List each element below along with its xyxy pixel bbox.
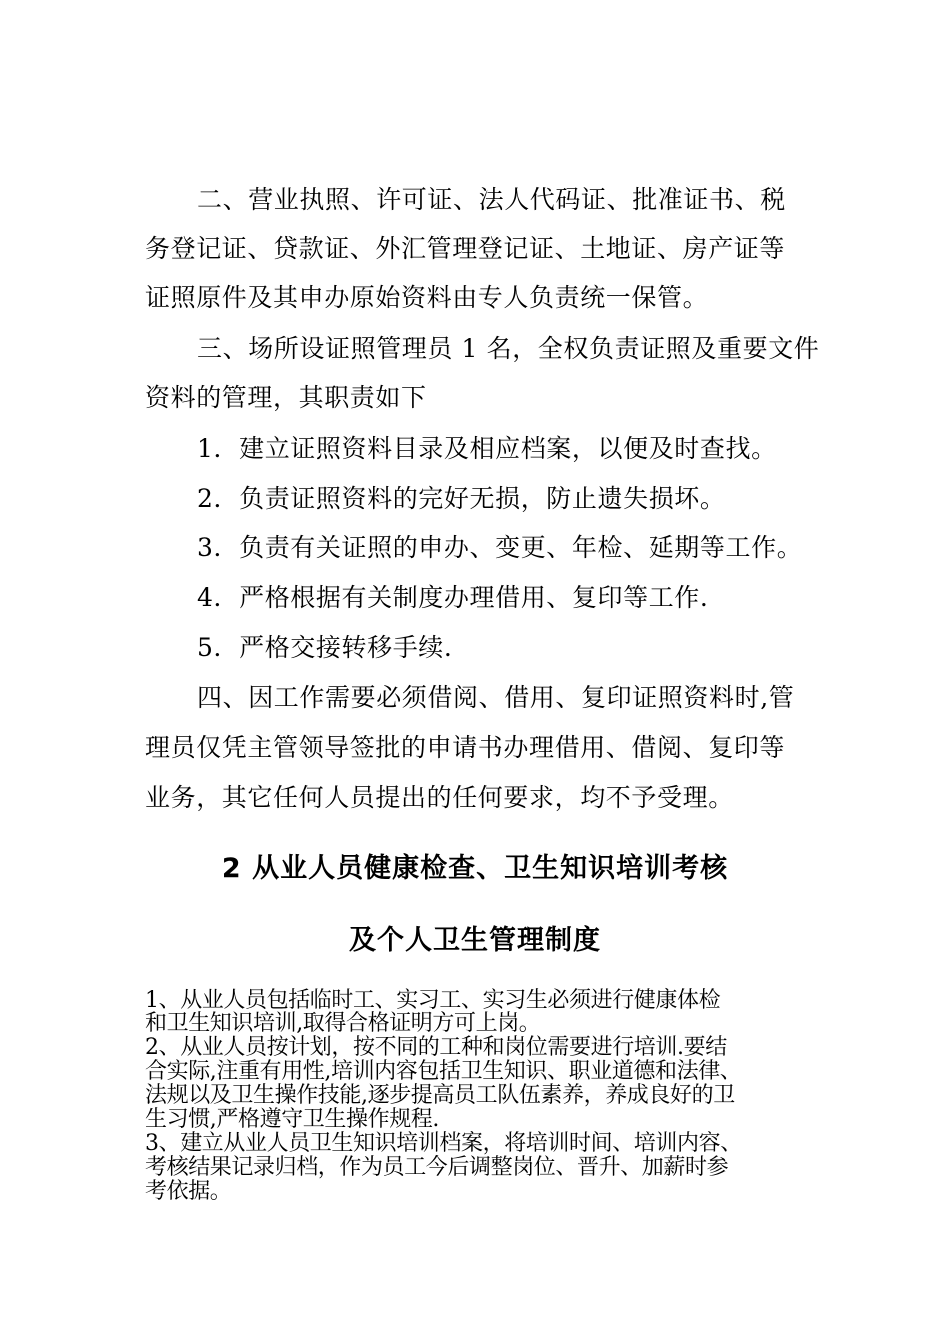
paragraph-4-line-1: 四、因工作需要必须借阅、借用、复印证照资料时,管 (197, 683, 795, 712)
section-2-text-line-4: 合实际,注重有用性,培训内容包括卫生知识、职业道德和法律、 (145, 1059, 742, 1084)
section-2-text-line-5: 法规以及卫生操作技能,逐步提高员工队伍素养，养成良好的卫 (145, 1083, 735, 1108)
paragraph-3-line-2: 资料的管理，其职责如下 (145, 383, 427, 412)
section-2-text-line-2: 和卫生知识培训,取得合格证明方可上岗。 (145, 1011, 541, 1036)
duty-item-1: 1．建立证照资料目录及相应档案，以便及时查找。 (197, 434, 777, 463)
section-2-title-line-2: 及个人卫生管理制度 (349, 925, 601, 956)
paragraph-4-line-2: 理员仅凭主管领导签批的申请书办理借用、借阅、复印等 (145, 733, 786, 762)
section-2-text-line-1: 1、从业人员包括临时工、实习工、实习生必须进行健康体检 (145, 988, 721, 1013)
paragraph-2-line-3: 证照原件及其申办原始资料由专人负责统一保管。 (145, 283, 709, 312)
duty-item-5: 5．严格交接转移手续. (197, 633, 453, 662)
section-2-text-line-3: 2、从业人员按计划，按不同的工种和岗位需要进行培训.要结 (145, 1035, 727, 1060)
section-2-text-line-8: 考核结果记录归档，作为员工今后调整岗位、晋升、加薪时参 (145, 1155, 729, 1180)
paragraph-2-line-2: 务登记证、贷款证、外汇管理登记证、土地证、房产证等 (145, 234, 786, 263)
duty-item-3: 3．负责有关证照的申办、变更、年检、延期等工作。 (197, 533, 803, 562)
section-2-text-line-9: 考依据。 (145, 1179, 232, 1204)
duty-item-2: 2．负责证照资料的完好无损，防止遗失损坏。 (197, 484, 726, 513)
section-2-text-line-7: 3、建立从业人员卫生知识培训档案，将培训时间、培训内容、 (145, 1131, 742, 1156)
paragraph-2-line-1: 二、营业执照、许可证、法人代码证、批准证书、税 (197, 185, 786, 214)
paragraph-3-line-1: 三、场所设证照管理员 1 名，全权负责证照及重要文件 (197, 334, 820, 363)
section-2-title-line-1: 2 从业人员健康检查、卫生知识培训考核 (221, 853, 729, 884)
paragraph-4-line-3: 业务，其它任何人员提出的任何要求，均不予受理。 (145, 783, 734, 812)
duty-item-4: 4．严格根据有关制度办理借用、复印等工作. (197, 583, 709, 612)
section-2-text-line-6: 生习惯,严格遵守卫生操作规程. (145, 1107, 439, 1132)
